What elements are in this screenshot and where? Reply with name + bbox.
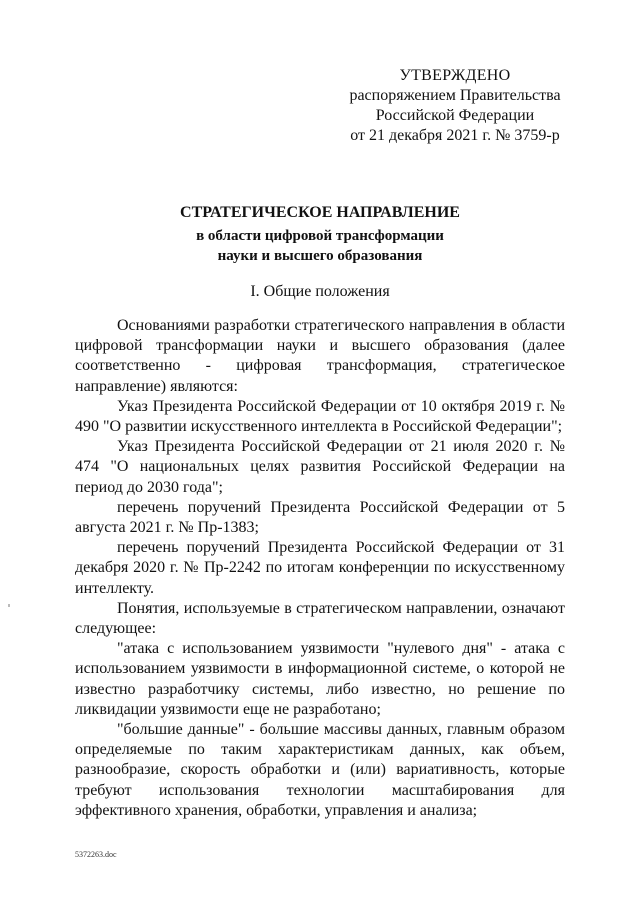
- scan-speck: [8, 604, 10, 607]
- paragraph-instructions-1383: перечень поручений Президента Российской Федерации от 5 августа 2021 г. № Пр-1383;: [75, 498, 565, 537]
- approval-authority-line: Российской Федерации: [375, 107, 535, 124]
- section-heading: I. Общие положения: [250, 283, 390, 300]
- subtitle-line-1: в области цифровой трансформации: [196, 228, 444, 244]
- approval-stamp: [340, 66, 570, 146]
- paragraph-big-data: "большие данные" - большие массивы данных, главным образом определяемые по таким характеристикам данных, как объем, разнообразие, скорость обработки и (или) вариативность, которые требуют использования технологии масштабирования для эффективного хранения, обработки, управления и анализа;: [75, 721, 565, 819]
- approval-date-number-line: от 21 декабря 2021 г. № 3759-р: [350, 127, 560, 144]
- paragraph-grounds: Основаниями разработки стратегического направления в области цифровой трансформации науки и высшего образования (далее соответственно - цифровая трансформация, стратегическое направление) являются:: [75, 317, 565, 395]
- paragraph-instructions-2242: перечень поручений Президента Российской Федерации от 31 декабря 2020 г. № Пр-2242 по итогам конференции по искусственному интеллекту.: [75, 539, 565, 597]
- document-body: [75, 316, 565, 821]
- paragraph-definitions-intro: Понятия, используемые в стратегическом направлении, означают следующее:: [75, 599, 565, 638]
- document-file-code: 5372263.doc: [75, 850, 117, 859]
- subtitle-line-2: науки и высшего образования: [217, 248, 423, 264]
- document-subtitle: [80, 226, 560, 266]
- approval-heading: УТВЕРЖДЕНО: [399, 67, 511, 84]
- paragraph-decree-474: Указ Президента Российской Федерации от 21 июля 2020 г. № 474 "О национальных целях развития Российской Федерации на период до 2030 года";: [75, 438, 565, 496]
- document-title: СТРАТЕГИЧЕСКОЕ НАПРАВЛЕНИЕ: [180, 204, 460, 221]
- paragraph-zero-day-attack: "атака с использованием уязвимости "нулевого дня" - атака с использованием уязвимости в информационной системе, о которой не известно разработчику системы, либо известно, но решение по ликвидации уязвимости еще не разработано;: [75, 640, 565, 718]
- approval-order-line: распоряжением Правительства: [349, 87, 561, 104]
- paragraph-decree-490: Указ Президента Российской Федерации от 10 октября 2019 г. № 490 "О развитии искусственного интеллекта в Российской Федерации";: [75, 397, 565, 436]
